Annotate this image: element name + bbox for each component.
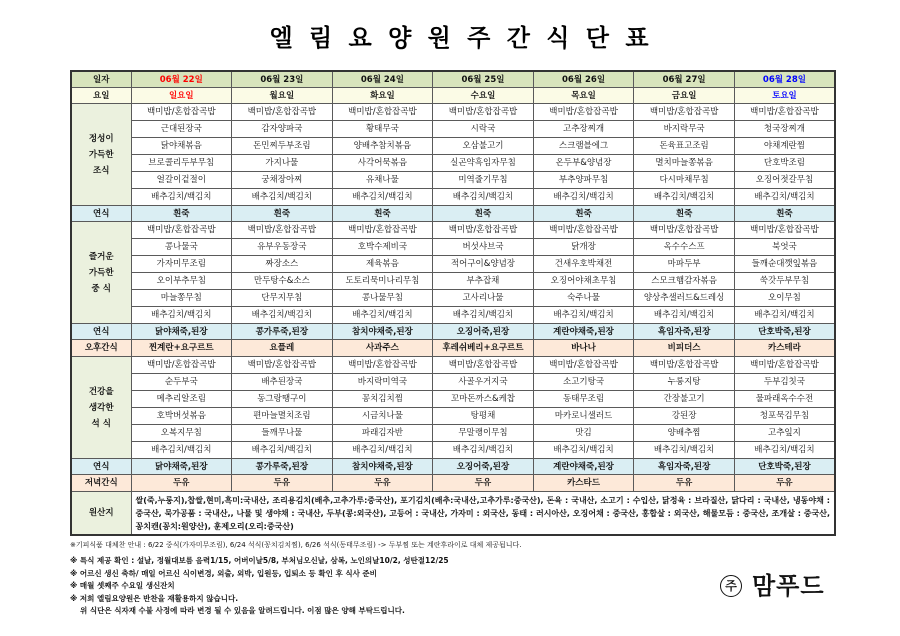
menu-item: 미역줄기무침 (433, 172, 534, 189)
snack-item: 찐계란+요구르트 (131, 340, 232, 357)
dinner-row (71, 357, 835, 374)
breakfast-label-line: 가득한 (88, 149, 114, 160)
menu-item: 바지락미역국 (332, 374, 433, 391)
menu-item: 북엇국 (734, 239, 835, 256)
menu-item: 꽁치김치찜 (332, 391, 433, 408)
soft-diet-item: 참치야채죽,된장 (332, 324, 433, 340)
menu-item: 백미밥/혼합잡곡밥 (734, 222, 835, 239)
menu-item: 양배추찜 (634, 425, 735, 442)
menu-item: 오삼불고기 (433, 138, 534, 155)
breakfast-row (71, 104, 835, 121)
breakfast-row (71, 155, 835, 172)
menu-item: 오복지무침 (131, 425, 232, 442)
snack-item: 사과주스 (332, 340, 433, 357)
dinner-row (71, 391, 835, 408)
menu-item: 청국장찌개 (734, 121, 835, 138)
snack-item: 두유 (232, 475, 333, 492)
menu-item: 시금치나물 (332, 408, 433, 425)
menu-item: 콩나물국 (131, 239, 232, 256)
dinner-label-line: 생각한 (88, 402, 114, 413)
menu-item: 백미밥/혼합잡곡밥 (232, 357, 333, 374)
company-logo (718, 570, 830, 602)
menu-item: 브로콜리두부무침 (131, 155, 232, 172)
menu-item: 유채나물 (332, 172, 433, 189)
snack-item: 카스테라 (734, 340, 835, 357)
menu-item: 백미밥/혼합잡곡밥 (332, 357, 433, 374)
menu-item: 궁채장아찌 (232, 172, 333, 189)
soft-diet-item: 오징어죽,된장 (433, 324, 534, 340)
menu-item: 옥수수스프 (634, 239, 735, 256)
menu-item: 고추잎지 (734, 425, 835, 442)
menu-item: 숙주나물 (533, 290, 634, 307)
menu-item: 무말랭이무침 (433, 425, 534, 442)
menu-item: 쑥갓두부무침 (734, 273, 835, 290)
menu-item: 배추김치/백김치 (533, 442, 634, 459)
menu-item: 들깨무나물 (232, 425, 333, 442)
soft-diet-item: 흰죽 (533, 206, 634, 222)
menu-item: 실곤약흑임자무침 (433, 155, 534, 172)
soft-diet-item: 단호박죽,된장 (734, 459, 835, 475)
origin-row (71, 492, 835, 536)
menu-item: 감자양파국 (232, 121, 333, 138)
menu-item: 양상추샐러드&드레싱 (634, 290, 735, 307)
menu-item: 백미밥/혼합잡곡밥 (232, 104, 333, 121)
date-header: 06월 26일 (533, 71, 634, 88)
snack-item: 두유 (332, 475, 433, 492)
day-header: 일요일 (131, 88, 232, 104)
soft-diet-item: 오징어죽,된장 (433, 459, 534, 475)
menu-item: 배추김치/백김치 (734, 307, 835, 324)
menu-item: 마파두부 (634, 256, 735, 273)
menu-item: 탕평채 (433, 408, 534, 425)
day-header: 금요일 (634, 88, 735, 104)
soft-diet-item: 흰죽 (433, 206, 534, 222)
menu-item: 배추김치/백김치 (533, 189, 634, 206)
snack-item: 두유 (131, 475, 232, 492)
menu-item: 콩나물무침 (332, 290, 433, 307)
menu-item: 백미밥/혼합잡곡밥 (533, 104, 634, 121)
menu-item: 메추리알조림 (131, 391, 232, 408)
note-line: ※ 저희 엘림요양원은 반찬을 재활용하지 않습니다. (70, 593, 239, 603)
date-header: 06월 23일 (232, 71, 333, 88)
note-line: 위 식단은 식자재 수불 사정에 따라 변경 될 수 있음을 알려드립니다. 이점 많은 양해 부탁드립니다. (80, 606, 405, 616)
breakfast-row (71, 138, 835, 155)
menu-item: 백미밥/혼합잡곡밥 (634, 104, 735, 121)
menu-item: 백미밥/혼합잡곡밥 (332, 222, 433, 239)
dinner-label (71, 357, 131, 459)
date-header: 06월 22일 (131, 71, 232, 88)
menu-item: 바지락무국 (634, 121, 735, 138)
menu-item: 시락국 (433, 121, 534, 138)
soft-diet-item: 콩가루죽,된장 (232, 459, 333, 475)
menu-item: 동그랑땡구이 (232, 391, 333, 408)
menu-item: 물파래옥수수전 (734, 391, 835, 408)
menu-item: 들깨순대깻잎볶음 (734, 256, 835, 273)
menu-item: 오징어야채초무침 (533, 273, 634, 290)
date-row (71, 71, 835, 88)
lunch-row (71, 307, 835, 324)
dinner-label-line: 석 식 (91, 418, 111, 429)
menu-item: 배추김치/백김치 (232, 189, 333, 206)
menu-item: 스크램블에그 (533, 138, 634, 155)
menu-item: 닭야채볶음 (131, 138, 232, 155)
afternoon-snack-row (71, 340, 835, 357)
menu-item: 파래김자반 (332, 425, 433, 442)
day-header: 토요일 (734, 88, 835, 104)
breakfast-label-line: 조식 (93, 165, 110, 176)
menu-item: 배추김치/백김치 (734, 442, 835, 459)
menu-item: 배추김치/백김치 (332, 442, 433, 459)
menu-item: 스모크햄감자볶음 (634, 273, 735, 290)
day-header: 수요일 (433, 88, 534, 104)
menu-item: 배추김치/백김치 (634, 307, 735, 324)
menu-item: 멸치마늘쫑볶음 (634, 155, 735, 172)
menu-item: 건새우호박채전 (533, 256, 634, 273)
date-header: 06월 28일 (734, 71, 835, 88)
menu-item: 백미밥/혼합잡곡밥 (634, 357, 735, 374)
day-header: 월요일 (232, 88, 333, 104)
menu-item: 배추김치/백김치 (232, 442, 333, 459)
menu-item: 가자미무조림 (131, 256, 232, 273)
logo-mark: 주 (720, 575, 742, 597)
menu-item: 백미밥/혼합잡곡밥 (533, 357, 634, 374)
menu-item: 백미밥/혼합잡곡밥 (131, 222, 232, 239)
menu-item: 마늘쫑무침 (131, 290, 232, 307)
soft-diet-item: 닭야채죽,된장 (131, 459, 232, 475)
menu-item: 강된장 (634, 408, 735, 425)
menu-item: 호박수제비국 (332, 239, 433, 256)
menu-item: 온두부&양념장 (533, 155, 634, 172)
soft-diet-item: 계란야채죽,된장 (533, 459, 634, 475)
menu-item: 백미밥/혼합잡곡밥 (433, 222, 534, 239)
lunch-label-line: 즐거운 (88, 251, 114, 262)
menu-item: 단무지무침 (232, 290, 333, 307)
snack-item: 요플레 (232, 340, 333, 357)
menu-item: 사골우거지국 (433, 374, 534, 391)
menu-item: 간장불고기 (634, 391, 735, 408)
menu-item: 야채계란찜 (734, 138, 835, 155)
page-title: 엘 림 요 양 원 주 간 식 단 표 (269, 24, 653, 52)
menu-item: 오징어젓갈무침 (734, 172, 835, 189)
menu-item: 만두탕수&소스 (232, 273, 333, 290)
menu-item: 도토리묵미나리무침 (332, 273, 433, 290)
menu-item: 얼갈이겉절이 (131, 172, 232, 189)
menu-item: 부추양파무침 (533, 172, 634, 189)
snack-item: 두유 (433, 475, 534, 492)
snack-item: 비피더스 (634, 340, 735, 357)
lunch-label-line: 가득한 (88, 267, 114, 278)
soft-diet-item: 흰죽 (131, 206, 232, 222)
date-header: 06월 27일 (634, 71, 735, 88)
evening-snack-label: 저녁간식 (71, 475, 131, 492)
menu-item: 꼬마돈까스&케찹 (433, 391, 534, 408)
day-header: 목요일 (533, 88, 634, 104)
menu-item: 다시마채무침 (634, 172, 735, 189)
breakfast-row (71, 189, 835, 206)
menu-item: 돈육표고조림 (634, 138, 735, 155)
menu-item: 오이무침 (734, 290, 835, 307)
note-line: ※기피식품 대체찬 안내 : 6/22 중식(가자미무조림), 6/24 석식(꽁치김치찜), 6/26 석식(동태무조림) -> 두부찜 또는 계란후라이로 대체 제공됩니다. (70, 541, 522, 549)
soft-diet-item: 계란야채죽,된장 (533, 324, 634, 340)
menu-item: 고추장찌개 (533, 121, 634, 138)
breakfast-row (71, 172, 835, 189)
menu-item: 고사리나물 (433, 290, 534, 307)
day-header: 화요일 (332, 88, 433, 104)
note-line: ※ 어르신 생신 축하/ 매일 어르신 식이변경, 외출, 외박, 입원등, 입퇴소 등 확인 후 식사 준비 (70, 568, 377, 578)
day-row-label: 요일 (71, 88, 131, 104)
menu-item: 백미밥/혼합잡곡밥 (131, 357, 232, 374)
soft-diet-item: 단호박죽,된장 (734, 324, 835, 340)
lunch-row (71, 256, 835, 273)
menu-item: 편마늘멸치조림 (232, 408, 333, 425)
menu-item: 배추김치/백김치 (433, 189, 534, 206)
dinner-label-line: 건강을 (88, 386, 114, 397)
menu-item: 소고기탕국 (533, 374, 634, 391)
menu-item: 백미밥/혼합잡곡밥 (232, 222, 333, 239)
origin-text: 쌀(죽,누룽지),찹쌀,현미,흑미:국내산, 조리용김치(배추,고추가루:중국산), 포기김치(배추:국내산,고추가루:중국산), 돈육 : 국내산, 소고기 : 수입산, 닭정육 : 브라질산, 닭다리 : 국내산, 냉동야채 : 중국산, 묵가공품 : 국내산,, 나물 및 생야채 : 국내산, 두부(콩:외국산), 고등어 : 국내산, 가자미 : 외국산, 동태 : 러시아산, 오징어채 : 중국산, 홍합살 : 외국산, 해물모듬 : 중국산, 조개살 : 중국산, 꽁치캔(꽁치:원양산), 훈제오리(오리:중국산) (131, 492, 835, 536)
breakfast-soft-row (71, 206, 835, 222)
menu-item: 유부우동장국 (232, 239, 333, 256)
menu-item: 제육볶음 (332, 256, 433, 273)
menu-item: 마카로니샐러드 (533, 408, 634, 425)
breakfast-label-line: 정성이 (88, 133, 114, 144)
origin-label: 원산지 (71, 492, 131, 536)
menu-item: 두부김칫국 (734, 374, 835, 391)
menu-item: 배추김치/백김치 (634, 442, 735, 459)
menu-item: 배추김치/백김치 (332, 307, 433, 324)
snack-item: 두유 (734, 475, 835, 492)
menu-item: 부추잡채 (433, 273, 534, 290)
date-row-label: 일자 (71, 71, 131, 88)
breakfast-row (71, 121, 835, 138)
menu-item: 배추김치/백김치 (533, 307, 634, 324)
menu-item: 호박버섯볶음 (131, 408, 232, 425)
menu-item: 배추김치/백김치 (734, 189, 835, 206)
menu-item: 배추김치/백김치 (634, 189, 735, 206)
menu-item: 배추김치/백김치 (131, 189, 232, 206)
menu-item: 사각어묵볶음 (332, 155, 433, 172)
breakfast-label (71, 104, 131, 206)
soft-diet-item: 콩가루죽,된장 (232, 324, 333, 340)
menu-item: 백미밥/혼합잡곡밥 (734, 104, 835, 121)
menu-item: 백미밥/혼합잡곡밥 (131, 104, 232, 121)
soft-diet-label: 연식 (71, 206, 131, 222)
menu-item: 황태무국 (332, 121, 433, 138)
soft-diet-label: 연식 (71, 324, 131, 340)
menu-item: 배추김치/백김치 (433, 307, 534, 324)
menu-item: 백미밥/혼합잡곡밥 (332, 104, 433, 121)
menu-item: 백미밥/혼합잡곡밥 (734, 357, 835, 374)
soft-diet-item: 흑임자죽,된장 (634, 459, 735, 475)
menu-item: 짜장소스 (232, 256, 333, 273)
note-line: ※ 매월 셋째주 수요일 생신잔치 (70, 581, 175, 591)
dinner-row (71, 408, 835, 425)
lunch-row (71, 290, 835, 307)
menu-item: 백미밥/혼합잡곡밥 (433, 104, 534, 121)
menu-item: 배추김치/백김치 (232, 307, 333, 324)
weekly-menu-table (70, 70, 836, 536)
lunch-label-line: 중 식 (91, 283, 111, 294)
menu-item: 돈민찌두부조림 (232, 138, 333, 155)
dinner-row (71, 425, 835, 442)
date-header: 06월 25일 (433, 71, 534, 88)
menu-item: 백미밥/혼합잡곡밥 (533, 222, 634, 239)
soft-diet-item: 흰죽 (734, 206, 835, 222)
menu-item: 배추김치/백김치 (433, 442, 534, 459)
dinner-row (71, 374, 835, 391)
snack-item: 바나나 (533, 340, 634, 357)
soft-diet-item: 흰죽 (232, 206, 333, 222)
lunch-row (71, 239, 835, 256)
menu-item: 순두부국 (131, 374, 232, 391)
snack-item: 카스타드 (533, 475, 634, 492)
soft-diet-item: 흑임자죽,된장 (634, 324, 735, 340)
logo-name: 맘푸드 (752, 572, 825, 600)
lunch-row (71, 222, 835, 239)
dinner-soft-row (71, 459, 835, 475)
snack-item: 후레쉬베리+요구르트 (433, 340, 534, 357)
menu-item: 맛김 (533, 425, 634, 442)
menu-item: 단호박조림 (734, 155, 835, 172)
menu-item: 적어구이&양념장 (433, 256, 534, 273)
menu-item: 청포묵김무침 (734, 408, 835, 425)
evening-snack-row (71, 475, 835, 492)
menu-table-body (71, 71, 835, 535)
menu-item: 가지나물 (232, 155, 333, 172)
lunch-label (71, 222, 131, 324)
menu-item: 배추된장국 (232, 374, 333, 391)
dinner-row (71, 442, 835, 459)
soft-diet-item: 흰죽 (332, 206, 433, 222)
menu-item: 배추김치/백김치 (131, 442, 232, 459)
notes (70, 539, 710, 618)
menu-item: 배추김치/백김치 (332, 189, 433, 206)
soft-diet-item: 흰죽 (634, 206, 735, 222)
soft-diet-item: 닭야채죽,된장 (131, 324, 232, 340)
soft-diet-item: 참치야채죽,된장 (332, 459, 433, 475)
lunch-row (71, 273, 835, 290)
lunch-soft-row (71, 324, 835, 340)
menu-item: 근대된장국 (131, 121, 232, 138)
afternoon-snack-label: 오후간식 (71, 340, 131, 357)
snack-item: 두유 (634, 475, 735, 492)
menu-item: 누룽지탕 (634, 374, 735, 391)
soft-diet-label: 연식 (71, 459, 131, 475)
menu-item: 양배추참치볶음 (332, 138, 433, 155)
menu-item: 백미밥/혼합잡곡밥 (634, 222, 735, 239)
menu-item: 닭개장 (533, 239, 634, 256)
menu-item: 버섯샤브국 (433, 239, 534, 256)
menu-item: 오이부추무침 (131, 273, 232, 290)
date-header: 06월 24일 (332, 71, 433, 88)
menu-item: 백미밥/혼합잡곡밥 (433, 357, 534, 374)
menu-item: 동태무조림 (533, 391, 634, 408)
day-row (71, 88, 835, 104)
note-line: ※ 특식 제공 확인 : 설날, 정월대보름 음력1/15, 어버이날5/8, 부처님오신날, 삼복, 노인의날10/2, 성탄절12/25 (70, 556, 449, 565)
menu-item: 배추김치/백김치 (131, 307, 232, 324)
